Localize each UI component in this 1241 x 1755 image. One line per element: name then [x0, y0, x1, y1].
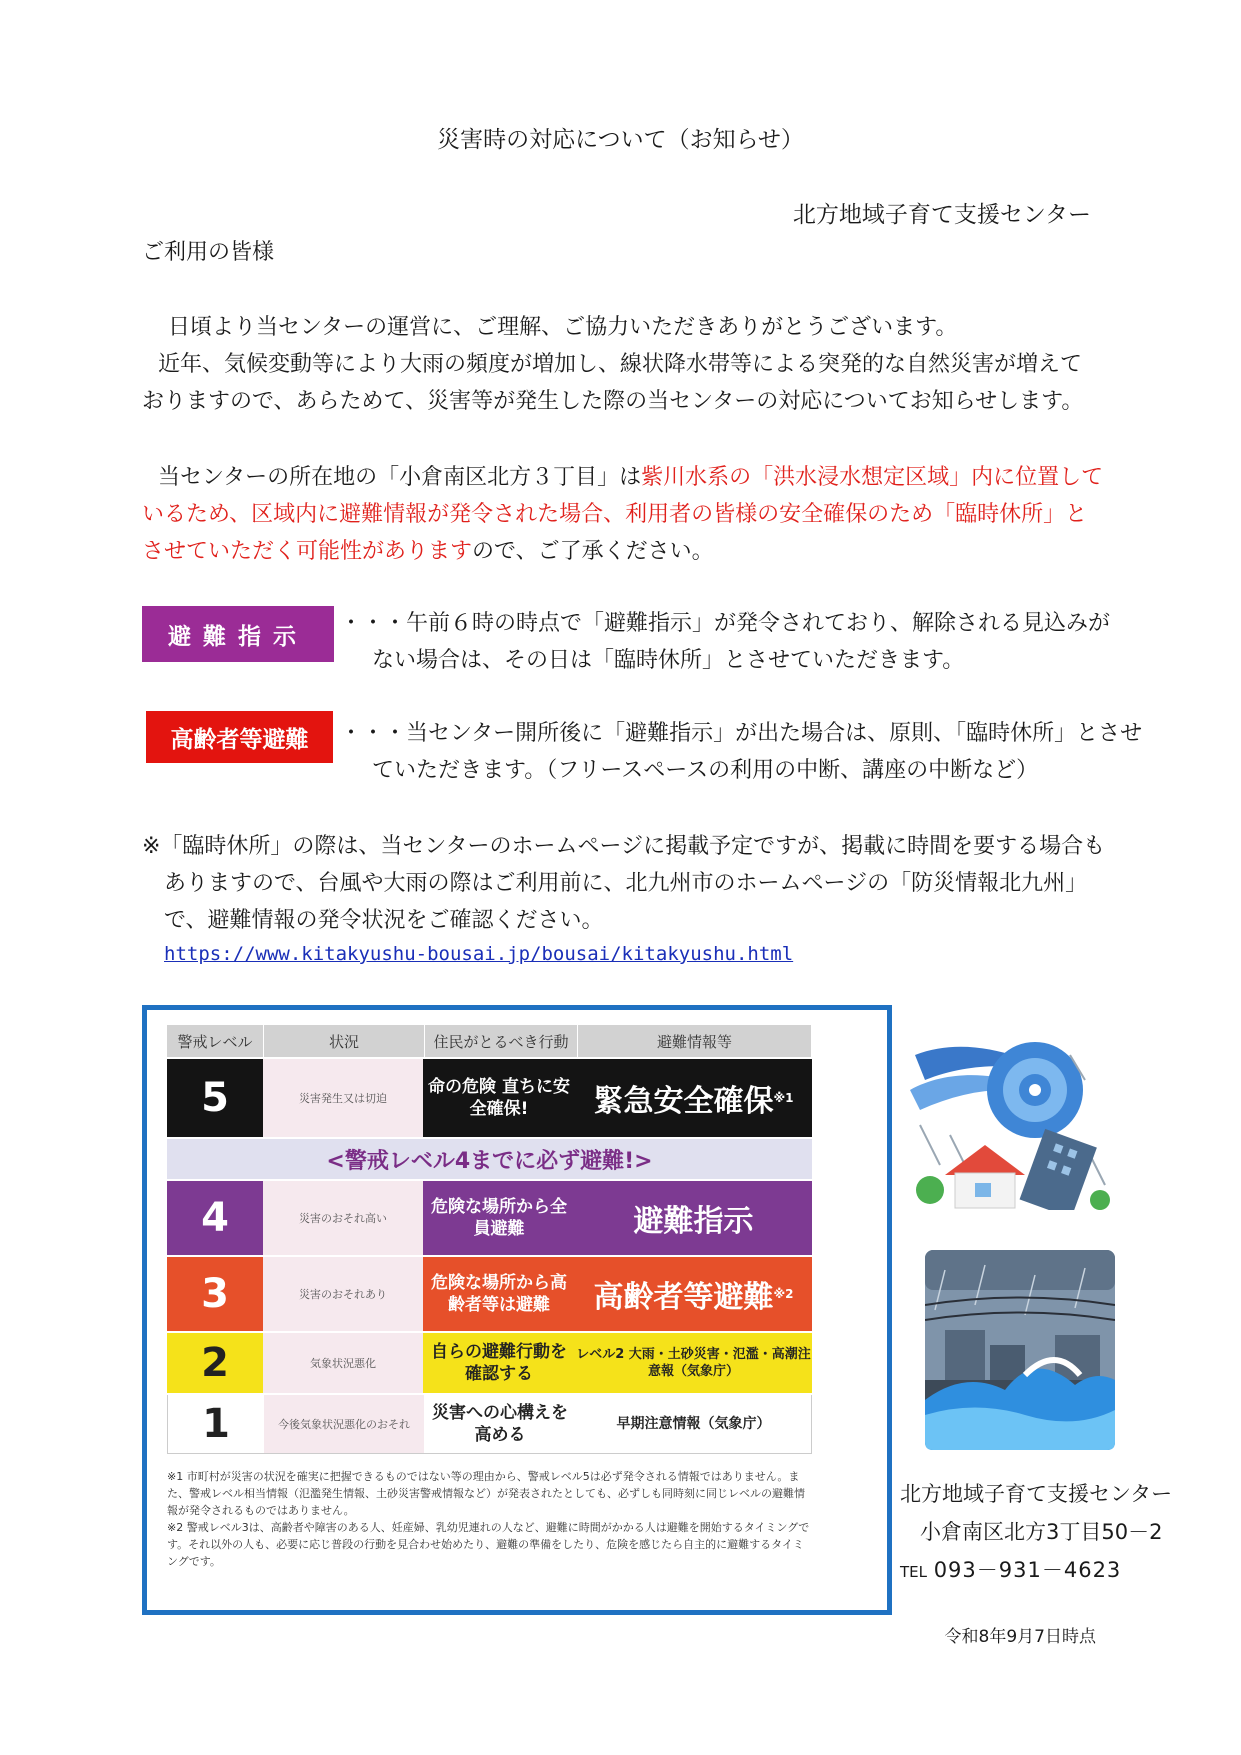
table-row — [167, 1393, 812, 1454]
elderly-evacuation-badge: 高齢者等避難 — [146, 711, 333, 763]
footnote-mark: ※1 — [773, 1091, 794, 1105]
location-line-1 — [158, 459, 1103, 496]
level-number: 3 — [167, 1257, 263, 1331]
level-number: 5 — [167, 1059, 263, 1137]
level-number: 4 — [167, 1181, 263, 1255]
evacuation-info-label: 避難指示 — [633, 1204, 754, 1239]
tel-label: TEL — [900, 1563, 927, 1581]
resident-action: 危険な場所から高齢者等は避難 — [423, 1257, 575, 1331]
evacuation-order-line-1: ・・・午前６時の時点で「避難指示」が発令されており、解除される見込みが — [340, 611, 1111, 636]
location-line-3 — [142, 533, 714, 570]
intro-line-1: 日頃より当センターの運営に、ご理解、ご協力いただきありがとうございます。 — [168, 315, 958, 340]
footnote-1: ※1 市町村が災害の状況を確実に把握できるものではない等の理由から、警戒レベル5は必ず発令される情報ではありません。また、警戒レベル相当情報（氾濫発生情報、土砂災害警戒情報など）が発表されたとしても、必ずしも同時刻に同じレベルの避難情報が発令されるものではありません。 — [167, 1470, 805, 1517]
status-illustration: 災害発生又は切迫 — [263, 1059, 423, 1137]
intro-line-2: 近年、気候変動等により大雨の頻度が増加し、線状降水帯等による突発的な自然災害が増えて — [158, 352, 1083, 377]
location-text: 当センターの所在地の「小倉南区北方３丁目」は — [158, 465, 642, 490]
flood-zone-text: 紫川水系の「洪水浸水想定区域」内に位置して — [641, 465, 1104, 490]
note-line-3: で、避難情報の発令状況をご確認ください。 — [164, 908, 604, 933]
warning-level-table-frame — [142, 1005, 892, 1615]
level-number: 2 — [167, 1333, 263, 1393]
footnote-mark: ※2 — [773, 1287, 794, 1301]
header-status: 状況 — [264, 1025, 425, 1057]
warning-level-table — [167, 1025, 812, 1454]
contact-name: 北方地域子育て支援センター — [900, 1482, 1173, 1506]
contact-address: 小倉南区北方3丁目50－2 — [920, 1520, 1163, 1544]
header-level: 警戒レベル — [167, 1025, 264, 1057]
resident-action: 自らの避難行動を確認する — [423, 1333, 575, 1393]
evacuation-info — [575, 1059, 812, 1137]
flood-illustration — [925, 1250, 1115, 1450]
evacuation-order-line-2: ない場合は、その日は「臨時休所」とさせていただきます。 — [372, 648, 965, 673]
level-number: 1 — [167, 1395, 264, 1453]
evacuation-info — [575, 1257, 812, 1331]
table-footnotes — [167, 1468, 812, 1570]
status-illustration: 災害のおそれあり — [263, 1257, 423, 1331]
table-row — [167, 1255, 812, 1331]
footnote-2: ※2 警戒レベル3は、高齢者や障害のある人、妊産婦、乳幼児連れの人など、避難に時間がかかる人は避難を開始するタイミングです。それ以外の人も、必要に応じ普段の行動を見合わせ始めたり、避難の準備をしたり、危険を感じたら自主的に避難するタイミングです。 — [167, 1521, 810, 1568]
table-row — [167, 1057, 812, 1137]
resident-action: 危険な場所から全員避難 — [423, 1181, 575, 1255]
as-of-date: 令和8年9月7日時点 — [944, 1627, 1096, 1647]
intro-line-3: おりますので、あらためて、災害等が発生した際の当センターの対応についてお知らせします。 — [142, 389, 1084, 414]
note-line-2: ありますので、台風や大雨の際はご利用前に、北九州市のホームページの「防災情報北九州」 — [164, 871, 1088, 896]
note-line-1: ※「臨時休所」の際は、当センターのホームページに掲載予定ですが、掲載に時間を要する場合も — [142, 834, 1106, 859]
evacuation-info-label: 緊急安全確保 — [593, 1084, 774, 1119]
evacuate-by-level-4-banner: <警戒レベル4までに必ず避難!> — [167, 1137, 812, 1179]
resident-action: 命の危険 直ちに安全確保! — [423, 1059, 575, 1137]
evacuation-info-label: 高齢者等避難 — [593, 1280, 774, 1315]
resident-action: 災害への心構えを高める — [424, 1395, 576, 1453]
evacuation-order-badge: 避難指示 — [142, 606, 334, 662]
typhoon-illustration — [905, 1035, 1115, 1210]
table-row — [167, 1331, 812, 1393]
evacuation-info-label: レベル2 大雨・土砂災害・氾濫・高潮注意報（気象庁） — [576, 1347, 811, 1379]
evacuation-info-label: 早期注意情報（気象庁） — [616, 1416, 771, 1432]
greeting: ご利用の皆様 — [142, 240, 275, 265]
contact-phone — [900, 1554, 1121, 1584]
header-action: 住民がとるべき行動 — [425, 1025, 578, 1057]
elderly-evacuation-line-1: ・・・当センター開所後に「避難指示」が出た場合は、原則、「臨時休所」とさせ — [340, 721, 1143, 746]
elderly-evacuation-line-2: ていただきます。（フリースペースの利用の中断、講座の中断など） — [372, 758, 1039, 783]
organization-name: 北方地域子育て支援センター — [792, 202, 1091, 228]
closure-possibility-text: させていただく可能性があります — [142, 539, 473, 564]
status-illustration: 気象状況悪化 — [263, 1333, 423, 1393]
evacuation-info — [575, 1333, 812, 1393]
status-illustration: 今後気象状況悪化のおそれ — [264, 1395, 424, 1453]
header-info: 避難情報等 — [578, 1025, 812, 1057]
tel-number: 093－931－4623 — [933, 1558, 1122, 1582]
evacuation-info — [576, 1395, 812, 1453]
location-line-2: いるため、区域内に避難情報が発令された場合、利用者の皆様の安全確保のため「臨時休所」と — [142, 502, 1088, 527]
table-row — [167, 1179, 812, 1255]
status-illustration: 災害のおそれ高い — [263, 1181, 423, 1255]
closure-ack-text: ので、ご了承ください。 — [472, 539, 714, 564]
evacuation-info — [575, 1181, 812, 1255]
table-header — [167, 1025, 812, 1057]
page-title: 災害時の対応について（お知らせ） — [437, 127, 804, 153]
bousai-link[interactable]: https://www.kitakyushu-bousai.jp/bousai/kitakyushu.html — [164, 943, 794, 965]
